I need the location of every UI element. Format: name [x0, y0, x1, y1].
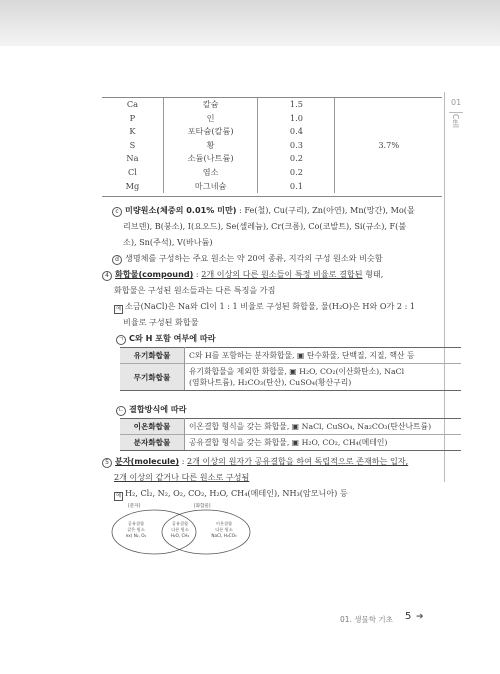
organic-head: 유기화합물 [120, 348, 185, 364]
trace-elements-term: 미량원소(체중의 0.01% 미만) [125, 205, 237, 215]
item-marker: d [112, 255, 122, 265]
venn-mid-line-2: 다른 원소 [171, 527, 189, 532]
element-name: 염소 [163, 166, 258, 180]
element-symbol: Ca [126, 99, 138, 109]
element-total: 3.7% [335, 98, 442, 193]
colon: : [179, 456, 187, 466]
element-symbol: K [129, 126, 136, 137]
venn-circle-compound [162, 510, 250, 554]
example-box-icon: 예 [114, 492, 123, 501]
venn-left-line-2: 같은 원소 [127, 527, 145, 532]
venn-left-line-1: 공유결합 [127, 521, 145, 526]
compound-example-line-1 [114, 301, 415, 314]
element-symbol: S [129, 139, 136, 150]
inorganic-desc-line-2: (염화나트륨), H₂CO₃(탄산), CuSO₄(황산구리) [189, 378, 352, 387]
subheading-ch [116, 333, 216, 345]
compound-definition-line-2: 화합물은 구성된 원소들과는 다른 특징을 가짐 [114, 285, 276, 295]
element-name: 소듐(나트륨) [163, 152, 258, 166]
organic-inorganic-table [120, 347, 461, 391]
item-marker: c [112, 207, 122, 217]
molecule-definition-line-1 [102, 456, 408, 468]
molecule-example-text: H₂, Cl₂, N₂, O₂, CO₂, H₂O, CH₄(메테인), NH₃(암모니아) 등 [125, 488, 348, 498]
section-number-4: 4 [102, 271, 112, 281]
venn-label-molecule: [분자] [128, 504, 141, 509]
page-number: 5 [405, 611, 412, 622]
subheading-bond [116, 404, 187, 416]
footer-chapter: 01. 생물학 기초 [340, 615, 393, 624]
element-row [102, 98, 442, 112]
molecule-definition: 2개 이상의 원자가 공유결합을 하여 독립적으로 존재하는 입자, [187, 456, 409, 466]
organic-desc: C와 H를 포함하는 분자화합물, ▣ 탄수화물, 단백질, 지질, 핵산 등 [185, 348, 462, 364]
element-percent: 0.2 [258, 166, 335, 180]
molecular-desc: 공유결합 형식을 갖는 화합물, ▣ H₂O, CO₂, CH₄(메테인) [185, 435, 462, 451]
element-percent: 0.1 [258, 180, 335, 194]
chapter-number: 01 [451, 98, 462, 107]
main-elements-text: 생명체를 구성하는 주요 원소는 약 20여 종류, 지각의 구성 원소와 비슷함 [125, 253, 383, 263]
trace-elements-line-3: 소), Sn(주석), V(바나듐) [123, 237, 213, 247]
inorganic-head: 무기화합물 [120, 364, 185, 391]
venn-mid-line-1: 공유결합 [171, 521, 189, 526]
table-bottom-rule [102, 196, 442, 197]
compound-example-text: 소금(NaCl)은 Na와 Cl이 1 : 1 비율로 구성된 화합물, 물(H₂O)은 H와 O가 2 : 1 [125, 301, 416, 311]
molecule-term: 분자(molecule) [115, 456, 180, 466]
chapter-label: Cell [451, 114, 460, 129]
venn-right-line-2: 다른 원소 [215, 527, 233, 532]
element-name: 칼슘 [163, 98, 258, 112]
venn-right-line-3: NaCl, H₂CO₃ [211, 533, 237, 538]
colon: : [193, 269, 202, 279]
ionic-desc: 이온결합 형식을 갖는 화합물, ▣ NaCl, CuSO₄, Na₂CO₃(탄산나트륨) [185, 419, 462, 435]
compound-definition: 2개 이상의 다른 원소들이 특정 비율로 결합된 [201, 269, 363, 279]
element-symbol: Mg [125, 180, 140, 191]
main-elements-line [112, 253, 383, 265]
element-name: 인 [163, 112, 258, 126]
tab-divider [449, 112, 463, 113]
element-symbol: Na [126, 153, 139, 164]
venn-label-compound: [화합물] [194, 504, 211, 509]
subheading-ch-text: C와 H 포함 여부에 따라 [129, 333, 216, 343]
venn-right-line-1: 이온결합 [215, 521, 233, 526]
compound-definition-tail: 형태, [362, 269, 384, 279]
venn-left-line-3: ex) N₂, O₂ [125, 533, 147, 538]
inorganic-desc [185, 364, 462, 391]
trace-elements-text: : Fe(철), Cu(구리), Zn(아연), Mn(망간), Mo(몰 [236, 205, 415, 215]
inorganic-desc-line-1: 유기화합물을 제외한 화합물, ▣ H₂O, CO₂(이산화탄소), NaCl [189, 367, 405, 376]
element-table [102, 98, 442, 193]
element-percent: 0.4 [258, 125, 335, 139]
compound-term: 화합물(compound) [115, 269, 194, 279]
section-number-5: 5 [102, 458, 112, 468]
element-percent: 1.0 [258, 112, 335, 126]
item-marker: ㄴ [116, 406, 126, 416]
ionic-head: 이온화합물 [120, 419, 185, 435]
element-name: 마그네슘 [163, 180, 258, 194]
element-percent: 0.2 [258, 152, 335, 166]
trace-elements-line-1 [112, 205, 415, 217]
molecule-definition-line-2: 2개 이상의 같거나 다른 원소로 구성됨 [114, 472, 250, 482]
scanner-top-shadow [0, 0, 500, 46]
element-percent: 0.3 [258, 139, 335, 153]
example-box-icon: 예 [114, 305, 123, 314]
venn-circle-molecule [112, 510, 196, 554]
element-symbol: Cl [127, 166, 137, 177]
element-name: 황 [163, 139, 258, 153]
subheading-bond-text: 결합방식에 따라 [129, 404, 187, 414]
trace-elements-line-2: 리브덴), B(붕소), I(요오드), Se(셀레늄), Cr(크롬), Co(코발트), Si(규소), F(불 [123, 221, 407, 231]
molecular-head: 분자화합물 [120, 435, 185, 451]
bond-type-table [120, 418, 461, 451]
element-name: 포타슘(칼륨) [163, 125, 258, 139]
footer-arrow-icon: ➔ [416, 612, 424, 622]
molecule-compound-venn-diagram [106, 498, 266, 558]
venn-mid-line-3: H₂O, CH₄ [170, 533, 190, 538]
compound-definition-line-1 [102, 269, 383, 281]
compound-example-line-2: 비율로 구성된 화합물 [123, 317, 199, 327]
element-percent: 1.5 [258, 98, 335, 112]
element-symbol: P [129, 112, 136, 123]
item-marker: ㄱ [116, 335, 126, 345]
